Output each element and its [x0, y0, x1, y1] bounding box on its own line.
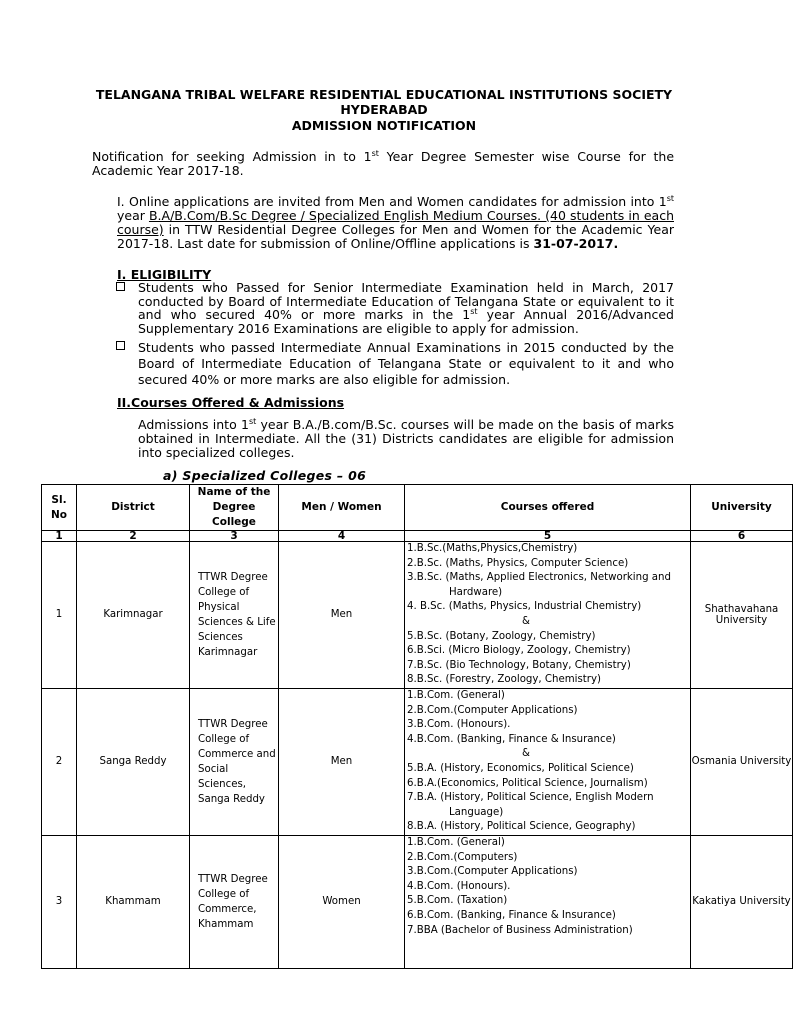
courses-paragraph [138, 418, 674, 460]
course-item: 7.B.Sc. (Bio Technology, Botany, Chemistry) [407, 659, 631, 671]
col-number: 2 [77, 531, 190, 542]
courses-text-1: Admissions into 1 [138, 417, 249, 432]
course-item: Language) [449, 806, 504, 818]
online-text-3: in TTW Residential Degree Colleges for Men and Women for the Academic Year 2017-18. Last date for submission of Online/Offline applications is [117, 222, 674, 251]
cell-gender: Men [279, 688, 405, 835]
course-item: 1.B.Com. (General) [407, 836, 505, 848]
online-applications-paragraph [117, 195, 674, 251]
intro-sup: st [371, 148, 379, 158]
course-item: 5.B.A. (History, Economics, Political Science) [407, 762, 634, 774]
course-item: 4.B.Com. (Honours). [407, 880, 511, 892]
course-item: 8.B.Sc. (Forestry, Zoology, Chemistry) [407, 674, 601, 686]
cell-courses [405, 542, 691, 689]
cell-college: TTWR Degree College of Commerce and Social Sciences, Sanga Reddy [190, 688, 279, 835]
eligibility-bullet-2 [138, 340, 674, 388]
colleges-table [41, 484, 793, 969]
courses-sup: st [248, 416, 257, 426]
header-line-2: HYDERABAD [340, 102, 428, 117]
courses-heading [117, 395, 344, 410]
course-item: 1.B.Sc.(Maths,Physics,Chemistry) [407, 543, 578, 554]
course-item: 6.B.Sci. (Micro Biology, Zoology, Chemistry) [407, 645, 631, 657]
col-number: 5 [405, 531, 691, 542]
online-text-2: year [117, 208, 149, 223]
course-item: 4.B.Com. (Banking, Finance & Insurance) [407, 733, 616, 745]
online-courses-underlined: B.A/B.Com/B.Sc Degree / Specialized English Medium Courses. (40 students in each course) [117, 208, 674, 237]
bullet-2-text: Students who passed Intermediate Annual Examinations in 2015 conducted by the Board of Intermediate Education of Telangana State or equivalent to it and who secured 40% or more marks are also eligible for admission. [138, 340, 674, 387]
course-separator: & [522, 748, 530, 760]
intro-text-1: Notification for seeking Admission in to 1 [92, 149, 372, 164]
course-item: 4. B.Sc. (Maths, Physics, Industrial Chemistry) [407, 601, 642, 613]
course-separator: & [522, 615, 530, 627]
header-line-3: ADMISSION NOTIFICATION [291, 118, 477, 133]
last-date: 31-07-2017. [533, 236, 619, 251]
table-header-row [42, 485, 793, 531]
table-row [42, 542, 793, 689]
online-text-1: I. Online applications are invited from Men and Women candidates for admission into 1 [117, 194, 667, 209]
bullet-square-icon [116, 341, 125, 350]
course-item: 7.B.A. (History, Political Science, English Modern [407, 792, 654, 804]
cell-district: Karimnagar [77, 542, 190, 689]
table-number-row [42, 531, 793, 542]
col-number: 3 [190, 531, 279, 542]
header-university: University [691, 485, 793, 531]
course-item: 2.B.Sc. (Maths, Physics, Computer Science) [407, 557, 629, 569]
bullet-1-text-1: Students who Passed for Senior Intermediate Examination held in March, 2017 conducted by Board of Intermediate Education of Telangana State or equivalent to it and who secured 40% or more marks in the 1 [138, 280, 674, 322]
cell-courses [405, 688, 691, 835]
courses-text-2: year B.A./B.com/B.Sc. courses will be made on the basis of marks obtained in Intermediate. All the (31) Districts candidates are eligible for admission into specialized colleges. [138, 417, 674, 460]
course-item: 6.B.Com. (Banking, Finance & Insurance) [407, 909, 616, 921]
header-courses: Courses offered [405, 485, 691, 531]
bullet-square-icon [116, 282, 125, 291]
specialized-colleges-subheading: a) Specialized Colleges – 06 [163, 468, 367, 483]
table-row [42, 835, 793, 968]
bullet-1-sup: st [470, 306, 478, 316]
header-gender: Men / Women [279, 485, 405, 531]
header-district: District [77, 485, 190, 531]
course-item: 7.BBA (Bachelor of Business Administration) [407, 924, 633, 936]
bullet-1-text-2: year Annual 2016/Advanced Supplementary 2016 Examinations are eligible to apply for admission. [138, 307, 674, 336]
cell-college: TTWR Degree College of Physical Sciences & Life Sciences Karimnagar [190, 542, 279, 689]
col-number: 6 [691, 531, 793, 542]
course-item: Hardware) [449, 586, 503, 598]
courses-heading-text: II.Courses Offered & Admissions [117, 395, 345, 410]
intro-paragraph [92, 150, 674, 178]
cell-university: Shathavahana University [691, 542, 793, 689]
header-line-1: TELANGANA TRIBAL WELFARE RESIDENTIAL EDUCATIONAL INSTITUTIONS SOCIETY [95, 87, 673, 102]
cell-sl: 1 [42, 542, 77, 689]
table-row [42, 688, 793, 835]
header-sl-no: Sl. No [42, 485, 77, 531]
cell-university: Kakatiya University [691, 835, 793, 968]
course-item: 6.B.A.(Economics, Political Science, Journalism) [407, 777, 648, 789]
cell-college: TTWR Degree College of Commerce, Khammam [190, 835, 279, 968]
cell-gender: Men [279, 542, 405, 689]
cell-district: Khammam [77, 835, 190, 968]
cell-university: Osmania University [691, 688, 793, 835]
eligibility-heading-text: I. ELIGIBILITY [117, 267, 212, 282]
col-number: 1 [42, 531, 77, 542]
course-item: 5.B.Sc. (Botany, Zoology, Chemistry) [407, 630, 596, 642]
cell-district: Sanga Reddy [77, 688, 190, 835]
online-sup: st [666, 193, 674, 203]
course-item: 5.B.Com. (Taxation) [407, 895, 508, 907]
course-item: 3.B.Sc. (Maths, Applied Electronics, Networking and [407, 572, 671, 584]
cell-gender: Women [279, 835, 405, 968]
col-number: 4 [279, 531, 405, 542]
cell-sl: 3 [42, 835, 77, 968]
course-item: 8.B.A. (History, Political Science, Geography) [407, 821, 636, 833]
intro-text-2: Year Degree Semester wise Course for the Academic Year 2017-18. [92, 149, 675, 178]
eligibility-bullet-1 [138, 281, 674, 335]
cell-sl: 2 [42, 688, 77, 835]
course-item: 2.B.Com.(Computer Applications) [407, 704, 578, 716]
course-item: 1.B.Com. (General) [407, 689, 505, 701]
course-item: 3.B.Com.(Computer Applications) [407, 866, 578, 878]
course-item: 2.B.Com.(Computers) [407, 851, 518, 863]
course-item: 3.B.Com. (Honours). [407, 719, 511, 731]
header-college: Name of the Degree College [190, 485, 279, 531]
cell-courses [405, 835, 691, 968]
